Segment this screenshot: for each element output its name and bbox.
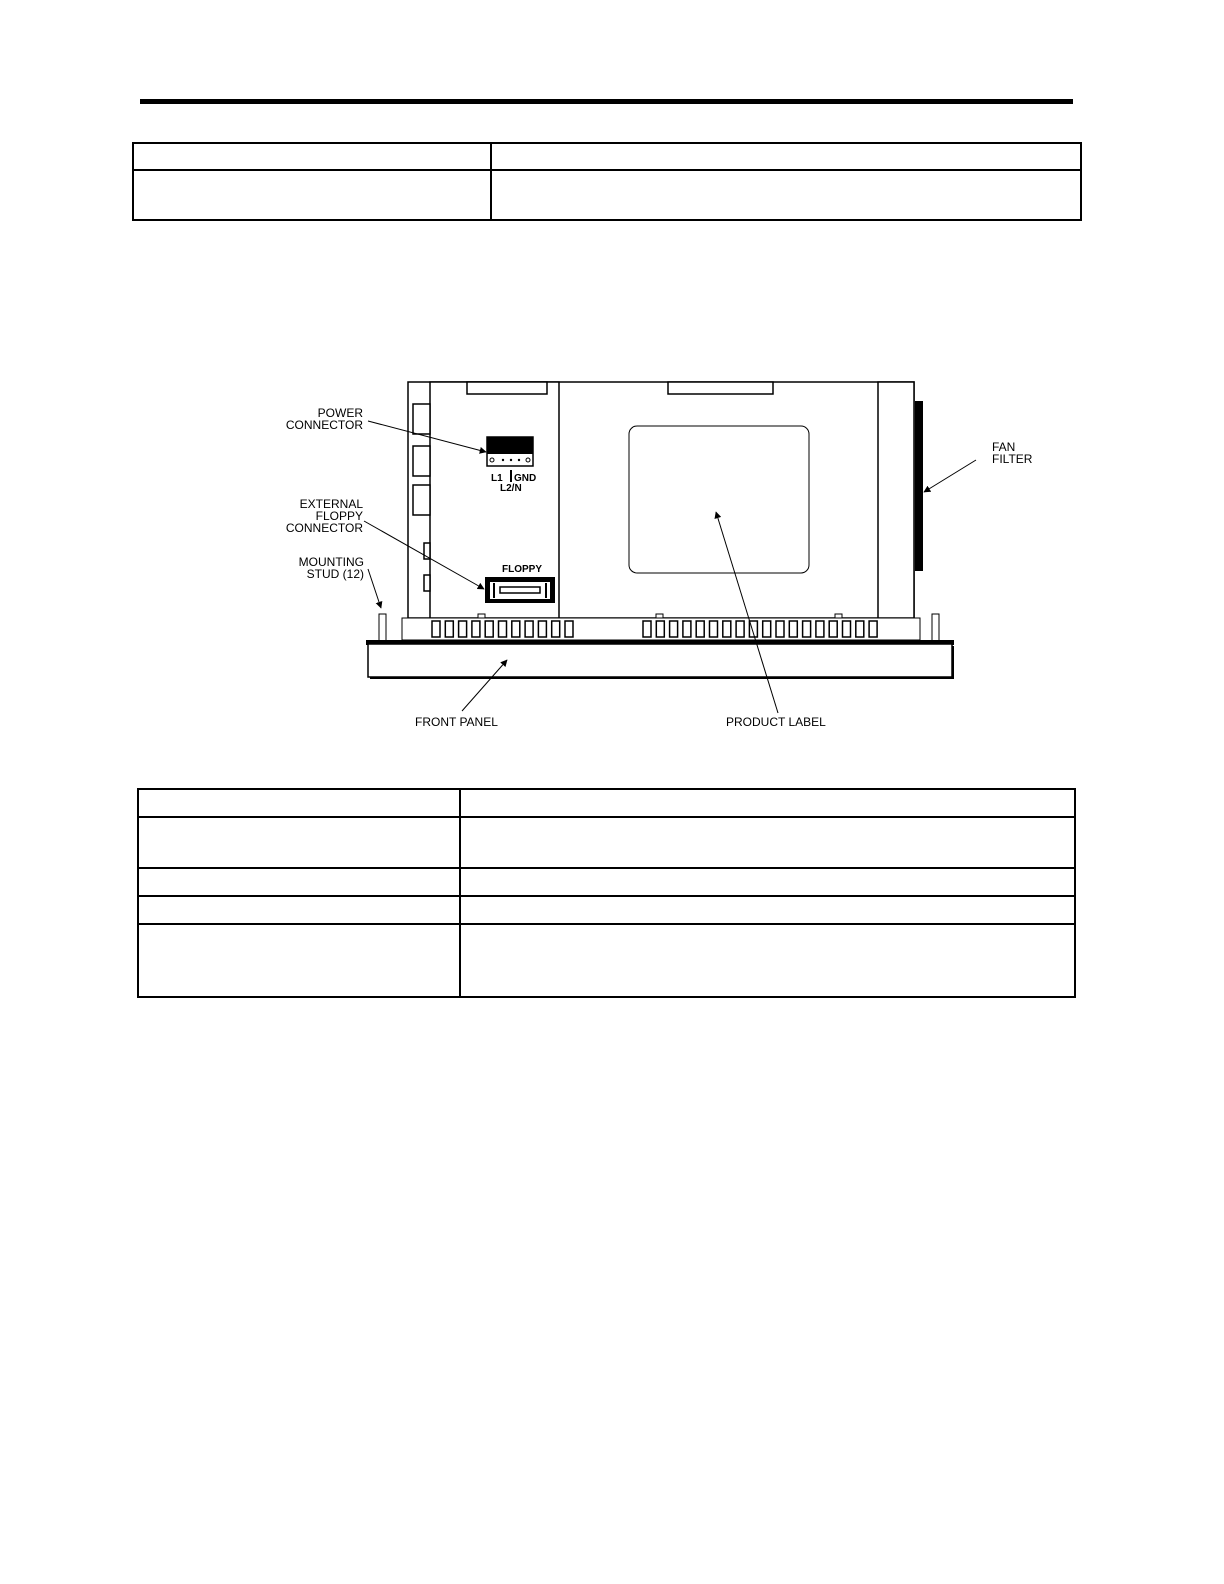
mounting-clip bbox=[683, 621, 691, 637]
floppy-label: FLOPPY bbox=[502, 564, 543, 575]
mounting-clip bbox=[829, 621, 837, 637]
table-row bbox=[138, 817, 1075, 868]
mounting-clip bbox=[856, 621, 864, 637]
bottom-table bbox=[137, 788, 1076, 998]
table-cell bbox=[460, 868, 1075, 896]
mounting-clip bbox=[472, 621, 480, 637]
table-cell bbox=[460, 789, 1075, 817]
table-row bbox=[138, 868, 1075, 896]
table-cell bbox=[460, 817, 1075, 868]
mounting-clip bbox=[552, 621, 560, 637]
table-cell bbox=[138, 817, 460, 868]
external-floppy-label-line2: FLOPPY bbox=[315, 509, 363, 523]
gnd-label: GND bbox=[514, 473, 537, 484]
table-cell bbox=[138, 868, 460, 896]
l2n-label: L2/N bbox=[500, 483, 522, 494]
power-connector-label-line1: POWER bbox=[317, 406, 363, 420]
table-cell bbox=[138, 924, 460, 997]
external-floppy-label-line3: CONNECTOR bbox=[285, 521, 363, 535]
fan-filter-label-line2: FILTER bbox=[992, 452, 1033, 466]
mounting-clip bbox=[843, 621, 851, 637]
product-label-area bbox=[629, 426, 809, 573]
mounting-clip bbox=[789, 621, 797, 637]
l1-label: L1 bbox=[491, 473, 503, 484]
mounting-clip bbox=[710, 621, 718, 637]
mounting-clip bbox=[525, 621, 533, 637]
table-cell bbox=[460, 924, 1075, 997]
mounting-clip bbox=[869, 621, 877, 637]
mounting-clip bbox=[499, 621, 507, 637]
mounting-clip bbox=[803, 621, 811, 637]
external-floppy-label-line1: EXTERNAL bbox=[299, 497, 363, 511]
mounting-clip bbox=[485, 621, 493, 637]
table-row bbox=[138, 789, 1075, 817]
mounting-clip bbox=[776, 621, 784, 637]
front-panel-label: FRONT PANEL bbox=[415, 715, 498, 729]
mounting-clip bbox=[432, 621, 440, 637]
mounting-clip bbox=[656, 621, 664, 637]
mounting-clip bbox=[565, 621, 573, 637]
table-cell bbox=[460, 896, 1075, 924]
mounting-clip bbox=[816, 621, 824, 637]
product-label-label: PRODUCT LABEL bbox=[726, 715, 826, 729]
mounting-clip bbox=[763, 621, 771, 637]
fan-filter-label-line1: FAN bbox=[992, 440, 1016, 454]
mounting-clip bbox=[459, 621, 467, 637]
mounting-clip bbox=[670, 621, 678, 637]
mounting-stud-label-line1: MOUNTING bbox=[298, 555, 364, 569]
table-row bbox=[138, 896, 1075, 924]
fan-filter bbox=[915, 401, 923, 571]
mounting-stud-label-line2: STUD (12) bbox=[306, 567, 364, 581]
mounting-clip bbox=[445, 621, 453, 637]
table-cell bbox=[138, 789, 460, 817]
table-row bbox=[138, 924, 1075, 997]
power-connector-label-line2: CONNECTOR bbox=[285, 418, 363, 432]
mounting-clip bbox=[696, 621, 704, 637]
mounting-clip bbox=[643, 621, 651, 637]
table-cell bbox=[138, 896, 460, 924]
mounting-clip bbox=[736, 621, 744, 637]
mounting-clip bbox=[723, 621, 731, 637]
floppy-connector bbox=[485, 577, 555, 603]
mounting-clip bbox=[512, 621, 520, 637]
mounting-clip bbox=[538, 621, 546, 637]
front-panel bbox=[366, 640, 954, 678]
